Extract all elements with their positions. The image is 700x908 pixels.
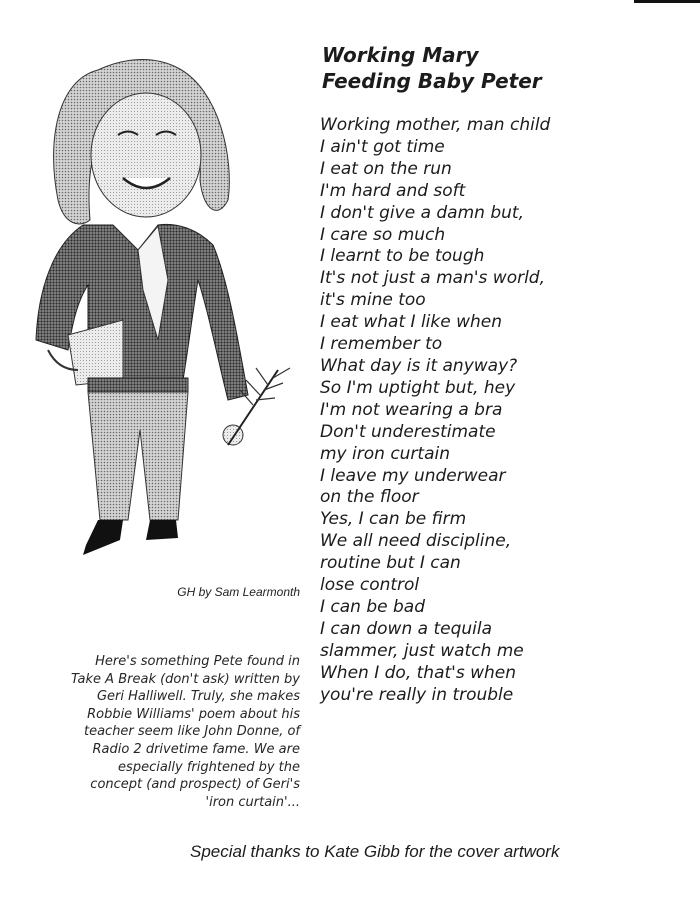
intro-line: 'iron curtain'...: [205, 794, 300, 810]
poem-line: It's not just a man's world,: [320, 268, 546, 289]
poem-line: I don't give a damn but,: [320, 202, 524, 223]
poem-line: Don't underestimate: [320, 421, 496, 442]
intro-line: Robbie Williams' poem about his: [87, 706, 300, 722]
poem-line: you're really in trouble: [320, 684, 514, 705]
poem-line: I care so much: [320, 224, 446, 245]
intro-line: Radio 2 drivetime fame. We are: [92, 741, 300, 757]
poem-line: routine but I can: [320, 553, 461, 574]
caricature-illustration: [28, 50, 313, 580]
intro-line: Geri Halliwell. Truly, she makes: [96, 689, 300, 705]
poem-line: I can be bad: [320, 596, 426, 617]
poem-line: I eat on the run: [320, 158, 452, 179]
poem-line: I ain't got time: [320, 136, 445, 157]
poem-line: it's mine too: [320, 290, 426, 311]
poem-line: When I do, that's when: [320, 662, 517, 683]
poem-line: I eat what I like when: [320, 312, 503, 333]
poem-title: [322, 42, 542, 94]
intro-line: especially frightened by the: [118, 759, 300, 775]
poem-title-line: Working Mary: [322, 43, 479, 67]
intro-paragraph: [60, 653, 300, 811]
intro-line: Here's something Pete found in: [95, 654, 300, 669]
poem-line: my iron curtain: [320, 443, 451, 464]
poem-line: I can down a tequila: [320, 618, 493, 639]
poem-line: I'm not wearing a bra: [320, 399, 503, 420]
poem-line: I learnt to be tough: [320, 246, 485, 267]
intro-line: Take A Break (don't ask) written by: [70, 671, 300, 687]
poem-line: I'm hard and soft: [320, 180, 466, 201]
poem-line: Working mother, man child: [320, 115, 551, 135]
intro-line: teacher seem like John Donne, of: [83, 724, 300, 740]
footer-thanks: Special thanks to Kate Gibb for the cover artwork: [190, 842, 560, 861]
illustration-credit: GH by Sam Learmonth: [177, 585, 300, 599]
top-rule: [634, 0, 700, 3]
poem-line: on the floor: [320, 487, 419, 508]
poem-line: slammer, just watch me: [320, 640, 524, 661]
poem-title-line: Feeding Baby Peter: [322, 69, 542, 93]
poem-line: What day is it anyway?: [320, 355, 518, 376]
intro-line: concept (and prospect) of Geri's: [90, 777, 300, 793]
poem-line: lose control: [320, 575, 420, 596]
poem-line: Yes, I can be firm: [320, 509, 467, 530]
poem-line: So I'm uptight but, hey: [320, 377, 516, 398]
poem-line: I leave my underwear: [320, 465, 506, 486]
poem-line: We all need discipline,: [320, 531, 512, 552]
poem-line: I remember to: [320, 334, 443, 355]
poem-body: [320, 115, 550, 706]
